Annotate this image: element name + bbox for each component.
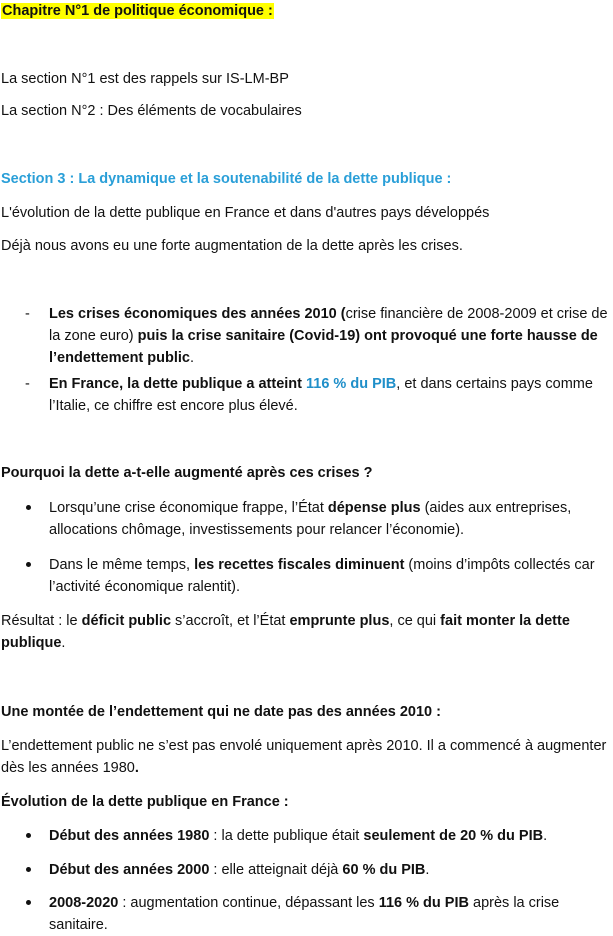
evolution-item-text	[49, 825, 613, 847]
bullet-icon	[26, 562, 31, 567]
evolution-item-text-bold: 2008-2020	[49, 895, 119, 911]
rise-text-bold: .	[134, 760, 139, 776]
evolution-title: Évolution de la dette publique en France :	[1, 794, 289, 810]
evolution-item-text: : elle atteignait déjà	[209, 862, 343, 878]
dash-item-text	[49, 373, 613, 417]
dash-item-text-bold: puis la crise sanitaire (Covid-19) ont provoqué une forte hausse de l’endettement public	[49, 328, 598, 366]
debt-value-highlight: 116 % du PIB	[306, 376, 397, 392]
dash-marker: -	[25, 376, 30, 392]
evolution-item-text: après la crise sanitaire.	[49, 895, 560, 933]
rise-title: Une montée de l’endettement qui ne date pas des années 2010 :	[1, 704, 441, 720]
dash-item-france	[0, 373, 613, 417]
why-item-text	[49, 554, 613, 598]
dash-item-text-normal: , et dans certains pays comme l’Italie, ce chiffre est encore plus élevé.	[49, 376, 593, 414]
chapter-title-text: Chapitre N°1 de politique économique :	[2, 3, 273, 19]
evolution-item-text	[49, 859, 613, 881]
dash-item-text-normal: .	[190, 350, 195, 366]
evolution-item-text: : augmentation continue, dépassant les	[118, 895, 379, 911]
result-text: , ce qui	[389, 613, 441, 629]
bullet-icon	[26, 867, 31, 872]
dash-item-text-bold: En France, la dette publique a atteint	[49, 376, 307, 392]
result-paragraph	[1, 610, 613, 654]
evolution-item-text: : la dette publique était	[209, 828, 364, 844]
why-item-text-normal: Dans le même temps,	[49, 557, 195, 573]
rise-text: L’endettement public ne s’est pas envolé uniquement après 2010. Il a commencé à augmenter dès les années 1980	[1, 738, 607, 776]
result-text-bold: déficit public	[81, 613, 172, 629]
result-text: s’accroît, et l’État	[171, 613, 290, 629]
why-item-text-bold: les recettes fiscales diminuent	[194, 557, 405, 573]
rise-paragraph	[1, 735, 613, 779]
why-item-text-normal: (moins d’impôts collectés car l’activité économique ralentit).	[49, 557, 595, 595]
why-item-text	[49, 497, 613, 541]
intro-line-1: L'évolution de la dette publique en France et dans d'autres pays développés	[1, 205, 490, 221]
evolution-item-1980	[0, 825, 613, 847]
intro-line-2: Déjà nous avons eu une forte augmentation de la dette après les crises.	[1, 238, 463, 254]
section-3-title: Section 3 : La dynamique et la soutenabilité de la dette publique :	[1, 171, 452, 187]
evolution-item-text-bold: 60 % du PIB	[342, 862, 426, 878]
bullet-icon	[26, 833, 31, 838]
evolution-item-2000	[0, 859, 613, 881]
evolution-item-text-bold: 116 % du PIB	[378, 895, 469, 911]
evolution-item-text-bold: seulement de 20 % du PIB	[363, 828, 544, 844]
result-text-bold: fait monter la dette publique	[1, 613, 570, 651]
evolution-item-text-bold: Début des années 2000	[49, 862, 210, 878]
why-item-text-normal: Lorsqu’une crise économique frappe, l’État	[49, 500, 328, 516]
dash-item-text-bold: Les crises économiques des années 2010 (	[49, 306, 346, 322]
section-2-line: La section N°2 : Des éléments de vocabulaires	[1, 103, 302, 119]
why-title: Pourquoi la dette a-t-elle augmenté après ces crises ?	[1, 465, 373, 481]
section-1-line: La section N°1 est des rappels sur IS-LM-BP	[1, 71, 289, 87]
result-text: .	[61, 635, 66, 651]
evolution-item-text: .	[543, 828, 548, 844]
why-item-text-normal: (aides aux entreprises, allocations chômage, investissements pour relancer l’économie).	[49, 500, 572, 538]
result-text-bold: emprunte plus	[289, 613, 390, 629]
evolution-item-text	[49, 892, 613, 936]
why-item-spending	[0, 497, 613, 541]
why-item-revenue	[0, 554, 613, 598]
dash-item-crises	[0, 303, 613, 369]
dash-item-text	[49, 303, 613, 369]
bullet-icon	[26, 505, 31, 510]
result-text: Résultat : le	[1, 613, 82, 629]
bullet-icon	[26, 900, 31, 905]
evolution-item-2008-2020	[0, 892, 613, 936]
dash-marker: -	[25, 306, 30, 322]
chapter-title	[1, 2, 274, 21]
evolution-item-text: .	[425, 862, 430, 878]
evolution-item-text-bold: Début des années 1980	[49, 828, 210, 844]
dash-item-text-normal: crise financière de 2008-2009 et crise de la zone euro)	[49, 306, 608, 344]
why-item-text-bold: dépense plus	[327, 500, 421, 516]
